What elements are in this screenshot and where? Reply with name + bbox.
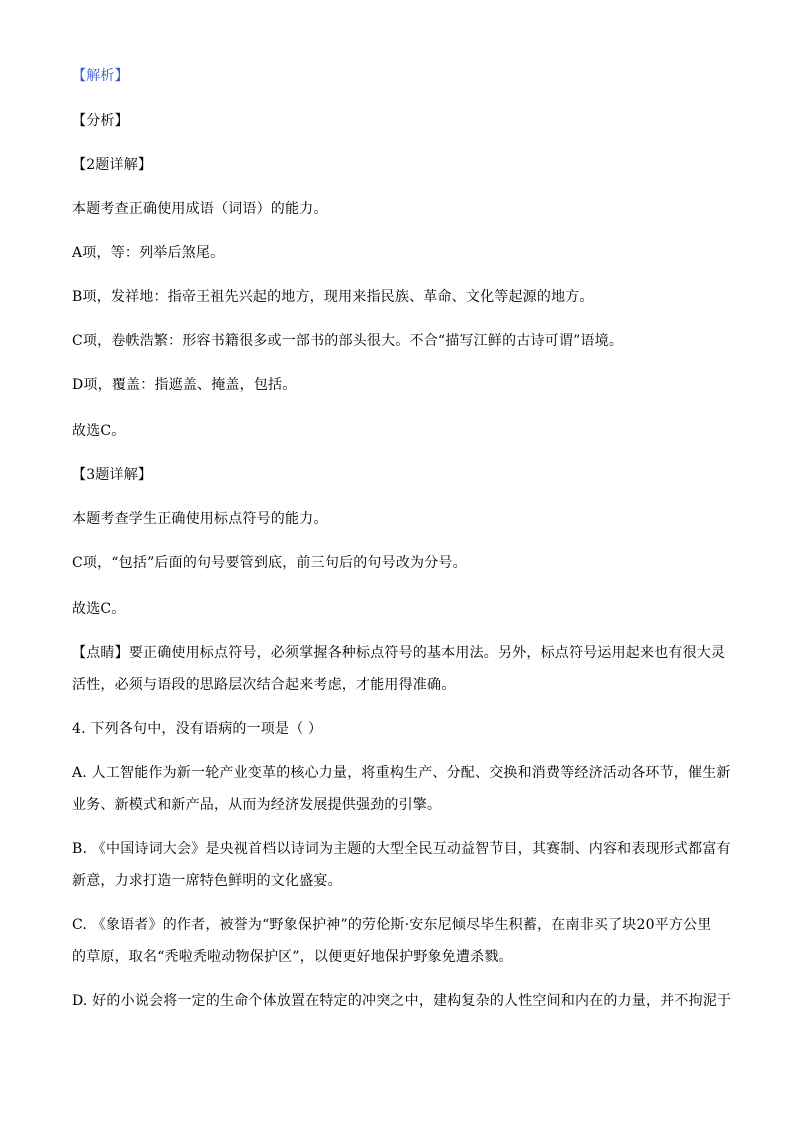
section-heading-q2: 【2题详解】 <box>72 157 153 173</box>
note-line-2: 活性，必须与语段的思路层次结合起来考虑，才能用得准确。 <box>72 677 456 693</box>
paragraph: B项，发祥地：指帝王祖先兴起的地方，现用来指民族、革命、文化等起源的地方。 <box>72 289 594 305</box>
paragraph: 本题考查正确使用成语（词语）的能力。 <box>72 201 328 217</box>
option-a-line-2: 业务、新模式和新产品，从而为经济发展提供强劲的引擎。 <box>72 797 442 813</box>
paragraph: 本题考查学生正确使用标点符号的能力。 <box>72 511 328 527</box>
paragraph: 故选C。 <box>72 601 126 617</box>
paragraph: C项，卷帙浩繁：形容书籍很多或一部书的部头很大。不合“描写江鲜的古诗可谓”语境。 <box>72 333 624 349</box>
option-d-line-1: D. 好的小说会将一定的生命个体放置在特定的冲突之中，建构复杂的人性空间和内在的力量，并不拘泥于 <box>72 993 732 1009</box>
paragraph: C项，“包括”后面的句号要管到底，前三句后的句号改为分号。 <box>72 555 467 571</box>
option-a-line-1: A. 人工智能作为新一轮产业变革的核心力量，将重构生产、分配、交换和消费等经济活动各环节，催生新 <box>72 765 731 781</box>
note-line-1: 【点睛】要正确使用标点符号，必须掌握各种标点符号的基本用法。另外，标点符号运用起来也有很大灵 <box>72 645 726 661</box>
section-heading-q3: 【3题详解】 <box>72 467 153 483</box>
paragraph: D项，覆盖：指遮盖、掩盖，包括。 <box>72 377 297 393</box>
paragraph: 故选C。 <box>72 423 126 439</box>
paragraph: A项，等：列举后煞尾。 <box>72 245 225 261</box>
option-c-line-2: 的草原，取名“秃啦秃啦动物保护区”，以便更好地保护野象免遭杀戮。 <box>72 949 513 965</box>
section-heading-analysis: 【解析】 <box>72 68 129 84</box>
option-c-line-1: C. 《象语者》的作者，被誉为“野象保护神”的劳伦斯·安东尼倾尽毕生积蓄，在南非买了块20平方公里 <box>72 917 712 933</box>
section-heading-fenxi: 【分析】 <box>72 113 129 129</box>
question-stem: 4. 下列各句中，没有语病的一项是（ ） <box>72 721 323 737</box>
option-b-line-1: B. 《中国诗词大会》是央视首档以诗词为主题的大型全民互动益智节目，其赛制、内容和表现形式都富有 <box>72 841 731 857</box>
option-b-line-2: 新意，力求打造一席特色鲜明的文化盛宴。 <box>72 873 342 889</box>
